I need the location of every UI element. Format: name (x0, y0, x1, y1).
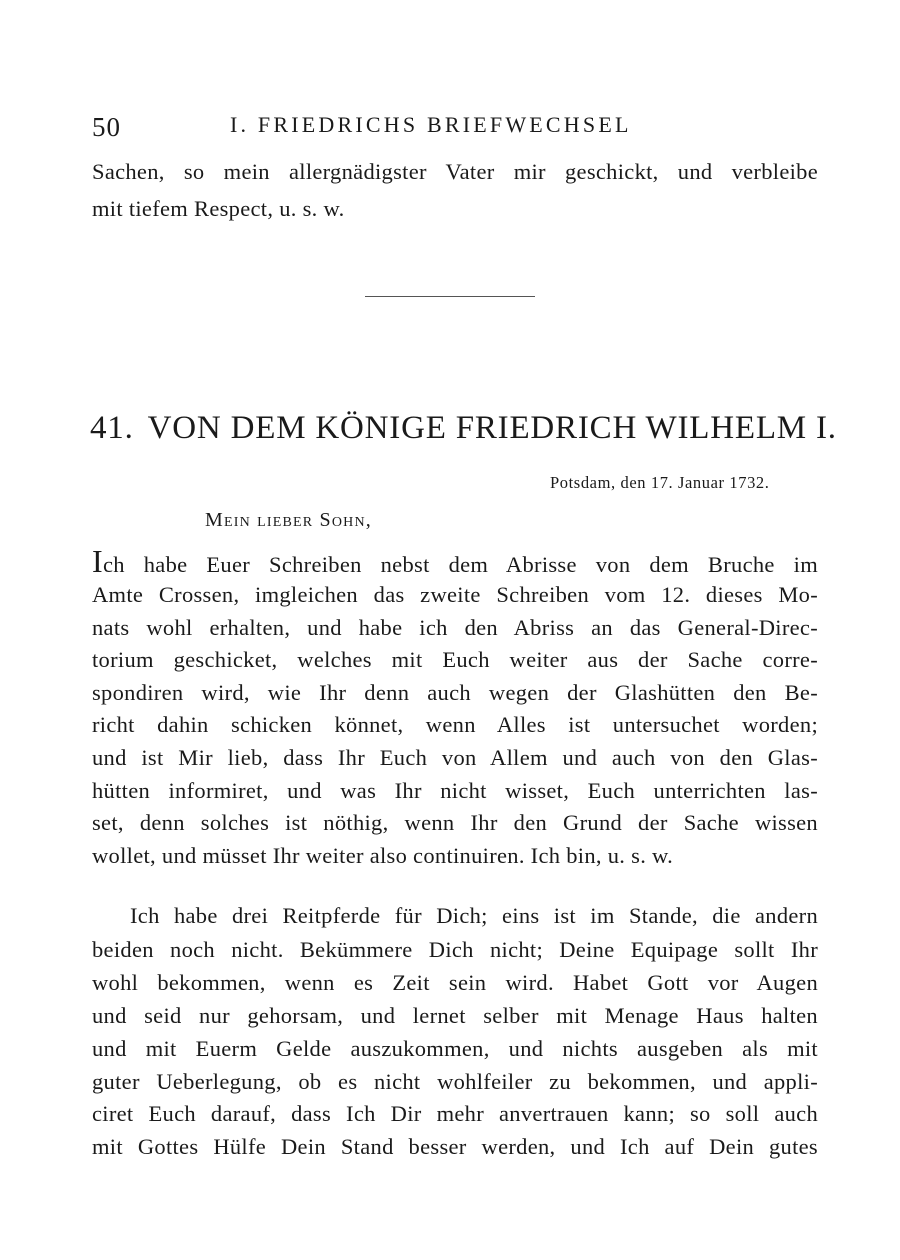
letter-heading (90, 410, 837, 447)
letter-dateline: Potsdam, den 17. Januar 1732. (550, 473, 770, 492)
body-line: Ich habe drei Reitpferde für Dich; eins ist im Stande, die andern (130, 903, 818, 928)
continuation-line: mit tiefem Respect, u. s. w. (92, 196, 345, 221)
body-line: nats wohl erhalten, und habe ich den Abriss an das General-Direc- (92, 615, 818, 640)
body-line: mit Gottes Hülfe Dein Stand besser werden, und Ich auf Dein gutes (92, 1134, 818, 1159)
letter-number: 41. (90, 410, 134, 446)
body-line: wohl bekommen, wenn es Zeit sein wird. Habet Gott vor Augen (92, 970, 818, 995)
body-line: set, denn solches ist nöthig, wenn Ihr den Grund der Sache wissen (92, 810, 818, 835)
body-line: spondiren wird, wie Ihr denn auch wegen der Glashütten den Be- (92, 680, 818, 705)
body-line: torium geschicket, welches mit Euch weiter aus der Sache corre- (92, 647, 818, 672)
body-line: hütten informiret, und was Ihr nicht wisset, Euch unterrichten las- (92, 778, 818, 803)
running-title: I. FRIEDRICHS BRIEFWECHSEL (230, 112, 632, 137)
body-line: und mit Euerm Gelde auszukommen, und nichts ausgeben als mit (92, 1036, 818, 1061)
body-line: ciret Euch darauf, dass Ich Dir mehr anvertrauen kann; so soll auch (92, 1101, 818, 1126)
body-line: beiden noch nicht. Bekümmere Dich nicht; Deine Equipage sollt Ihr (92, 937, 818, 962)
body-line: richt dahin schicken könnet, wenn Alles ist untersuchet worden; (92, 712, 818, 737)
body-line: guter Ueberlegung, ob es nicht wohlfeiler zu bekommen, und appli- (92, 1069, 818, 1094)
paragraph-first-line (92, 543, 818, 579)
initial-letter: I (92, 543, 103, 579)
body-line: und ist Mir lieb, dass Ihr Euch von Allem und auch von den Glas- (92, 745, 818, 770)
continuation-line: Sachen, so mein allergnädigster Vater mir geschickt, und verbleibe (92, 159, 818, 184)
letter-salutation: Mein lieber Sohn, (205, 509, 372, 531)
first-line-text: ch habe Euer Schreiben nebst dem Abrisse von dem Bruche im (102, 552, 818, 577)
page-number: 50 (92, 112, 121, 142)
body-line: Amte Crossen, imgleichen das zweite Schreiben vom 12. dieses Mo- (92, 582, 818, 607)
section-divider (365, 296, 535, 297)
body-line: wollet, und müsset Ihr weiter also continuiren. Ich bin, u. s. w. (92, 843, 674, 868)
body-line: und seid nur gehorsam, und lernet selber mit Menage Haus halten (92, 1003, 818, 1028)
page-header (92, 112, 822, 148)
letter-title: VON DEM KÖNIGE FRIEDRICH WILHELM I. (147, 410, 837, 446)
